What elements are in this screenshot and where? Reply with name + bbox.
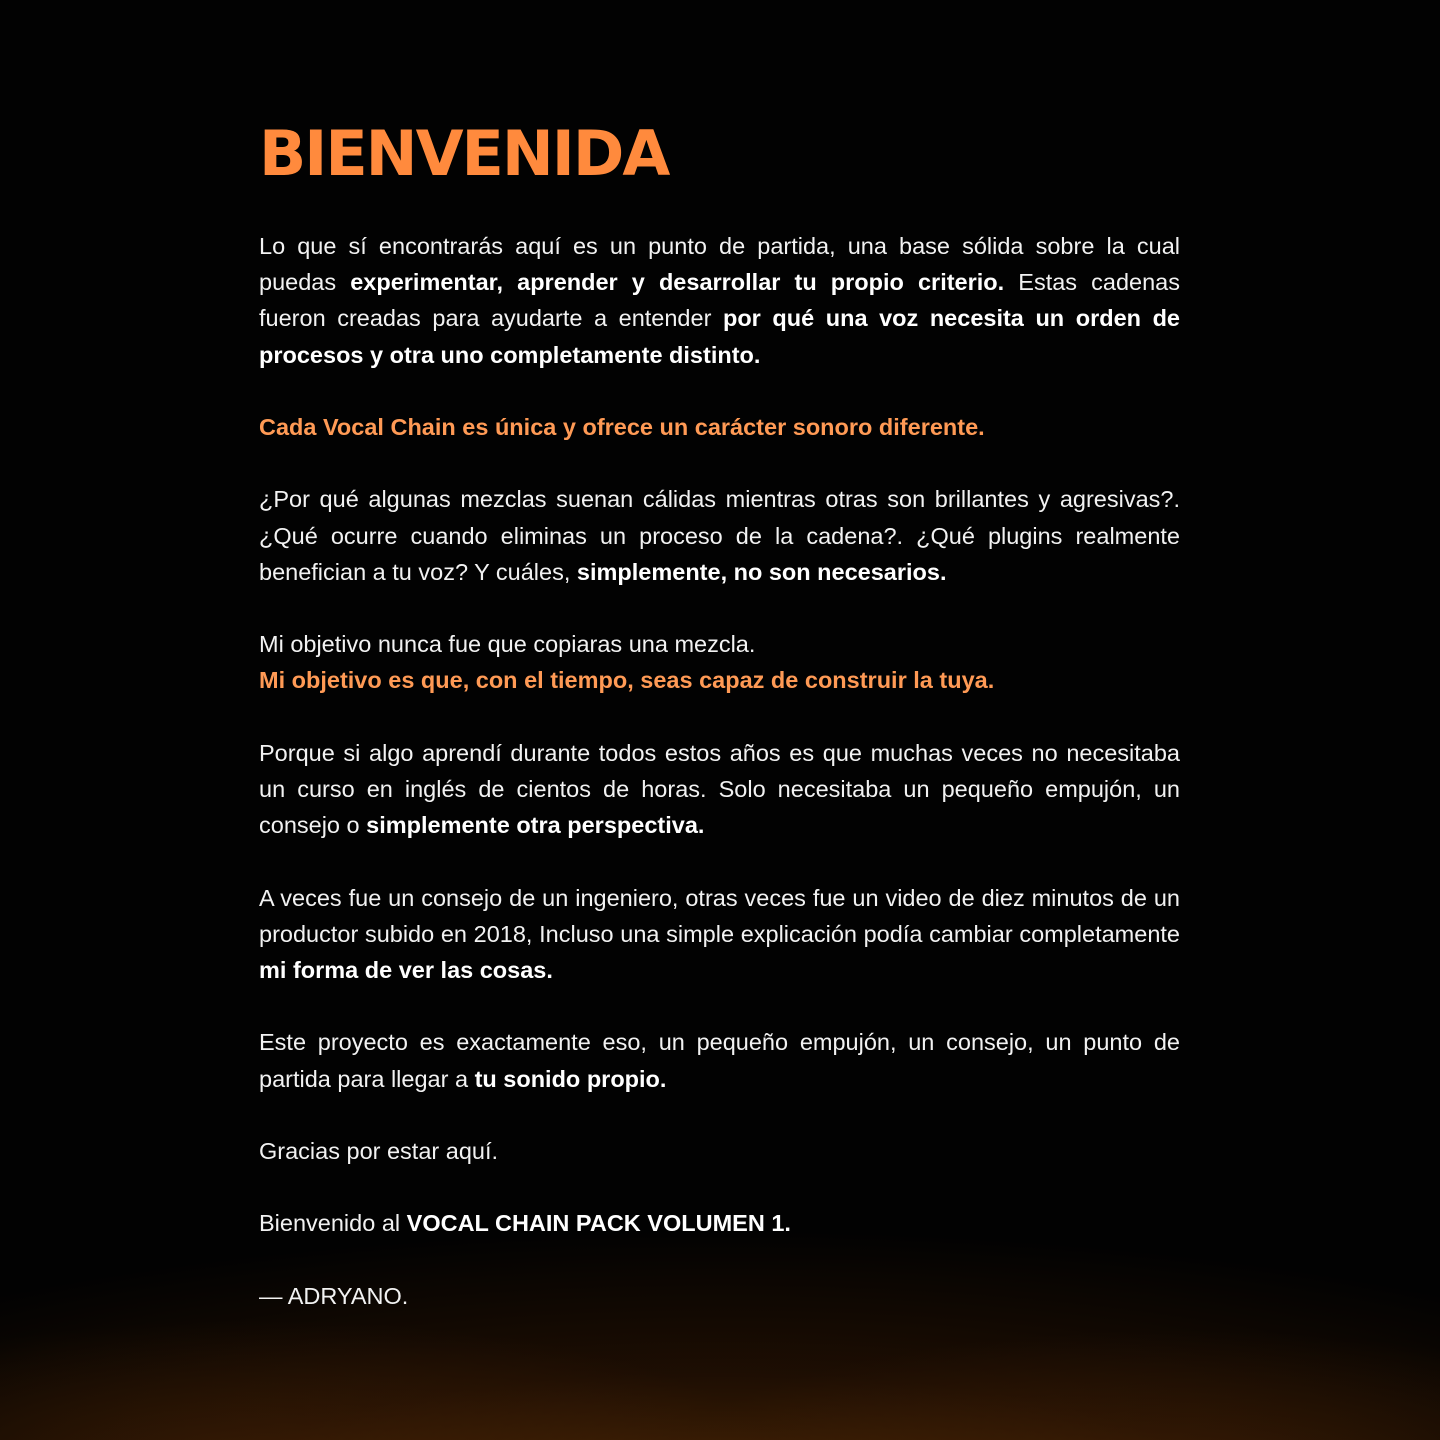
letter-content (259, 112, 1180, 1314)
project-paragraph (259, 1024, 1180, 1096)
welcome-text: Bienvenido al (259, 1210, 407, 1237)
page-title: BIENVENIDA (259, 117, 669, 190)
welcome-line (259, 1205, 1180, 1241)
advice-paragraph (259, 880, 1180, 989)
intro-text: Lo que sí encontrarás aquí es un punto de partida, una base sólida sobre la cual puedas (259, 233, 1180, 296)
questions-text: ¿Por qué algunas mezclas suenan cálidas mientras otras son brillantes y agresivas?. ¿Qué ocurre cuando eliminas un proceso de la cadena?. ¿Qué plugins realmente benefician a tu voz? Y cuáles, (259, 486, 1180, 585)
learning-paragraph (259, 735, 1180, 844)
advice-highlight: mi forma de ver las cosas. (259, 956, 553, 983)
intro-highlight: experimentar, aprender y desarrollar tu propio criterio. (350, 269, 1005, 296)
questions-paragraph (259, 481, 1180, 590)
project-highlight: tu sonido propio. (474, 1065, 667, 1092)
objective-highlight: Mi objetivo es que, con el tiempo, seas capaz de construir la tuya. (259, 667, 995, 694)
intro-highlight-2: por qué una voz necesita un orden de procesos y otra uno completamente distinto. (259, 305, 1180, 368)
intro-paragraph (259, 228, 1180, 373)
unique-chain-statement: Cada Vocal Chain es única y ofrece un carácter sonoro diferente. (259, 414, 985, 440)
learning-highlight: simplemente otra perspectiva. (366, 812, 705, 839)
thanks-line: Gracias por estar aquí. (259, 1137, 499, 1164)
pack-name: VOCAL CHAIN PACK VOLUMEN 1. (406, 1210, 791, 1237)
project-text: Este proyecto es exactamente eso, un pequeño empujón, un consejo, un punto de partida para llegar a (259, 1029, 1180, 1092)
questions-highlight: simplemente, no son necesarios. (576, 558, 947, 585)
objective-line: Mi objetivo nunca fue que copiaras una mezcla. (259, 631, 756, 658)
intro-text-2: Estas cadenas fueron creadas para ayudarte a entender (259, 269, 1180, 332)
advice-text: A veces fue un consejo de un ingeniero, otras veces fue un video de diez minutos de un productor subido en 2018, Incluso una simple explicación podía cambiar completamente (259, 884, 1180, 947)
learning-text: Porque si algo aprendí durante todos estos años es que muchas veces no necesitaba un curso en inglés de cientos de horas. Solo necesitaba un pequeño empujón, un consejo o (259, 739, 1180, 839)
signature: — ADRYANO. (259, 1282, 409, 1309)
